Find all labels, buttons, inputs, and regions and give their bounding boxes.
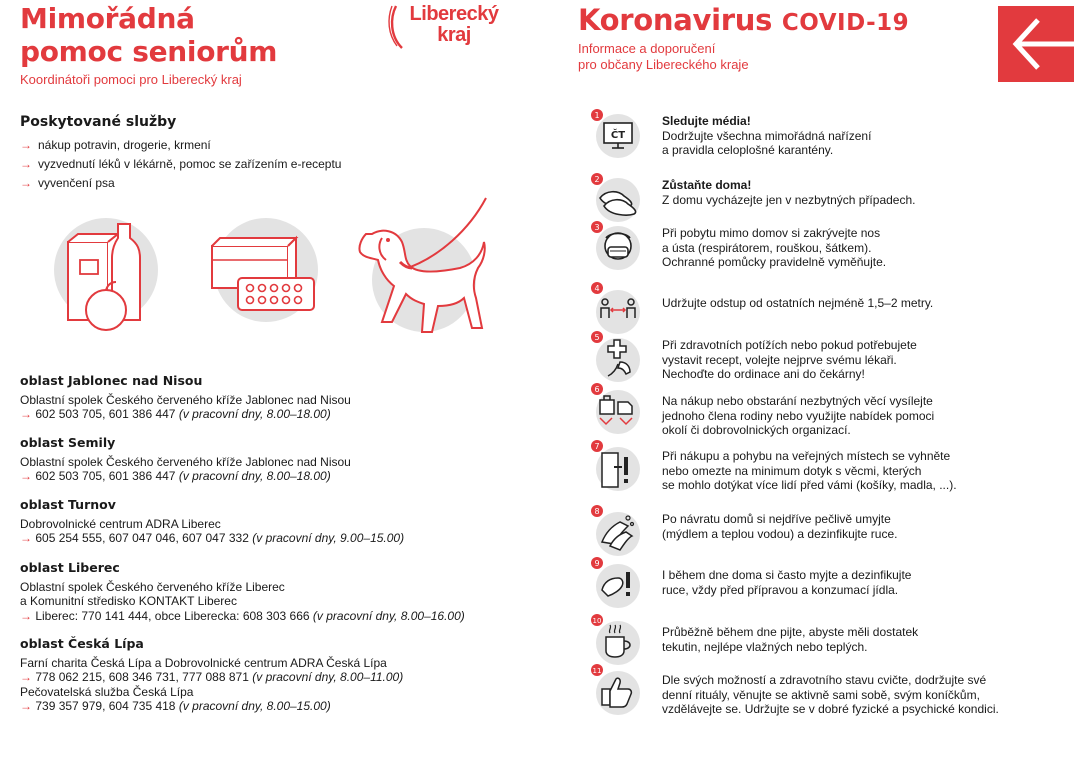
step-number: 5: [594, 333, 600, 342]
logo-text-line-2: kraj: [437, 24, 471, 46]
region-contact: [20, 531, 404, 546]
arrow-right-icon: →: [20, 699, 32, 713]
office-hours: (v pracovní dny, 8.00–11.00): [252, 670, 404, 684]
step-number: 7: [594, 442, 600, 451]
region-organization: Oblastní spolek Českého červeného kříže Jablonec nad Nisou: [20, 454, 351, 469]
arrow-right-icon: →: [20, 469, 32, 483]
arrow-right-icon: →: [20, 176, 32, 190]
office-hours: (v pracovní dny, 8.00–18.00): [178, 469, 331, 483]
region-ceska-lipa: [20, 637, 403, 714]
step-number: 8: [594, 507, 600, 516]
phone-numbers: 778 062 215, 608 346 731, 777 088 871: [35, 670, 249, 684]
tv-label: ČT: [610, 130, 626, 141]
phone-numbers: 605 254 555, 607 047 046, 607 047 332: [35, 531, 249, 545]
region-organization-2: Pečovatelská služba Česká Lípa: [20, 684, 194, 699]
thumbs-up-icon: [590, 667, 642, 719]
step-text: Zůstaňte doma! Z domu vycházejte jen v nezbytných případech.: [662, 178, 916, 207]
region-liberec: [20, 561, 465, 623]
region-contact-2: [20, 699, 403, 714]
door-handle-icon: [590, 443, 642, 495]
service-item: → vyvenčení psa: [20, 174, 341, 193]
shopping-handover-icon: [590, 385, 642, 440]
arrow-right-icon: →: [20, 531, 32, 545]
phone-numbers: 602 503 705, 601 386 447: [35, 407, 176, 421]
step-number: 11: [592, 667, 602, 675]
region-contact: [20, 609, 465, 624]
hand-warning-icon: [590, 559, 642, 614]
tv-ct-icon: [590, 108, 642, 160]
arrow-left-icon: [998, 6, 1074, 82]
step-text: Na nákup nebo obstarání nezbytných věcí vysílejte jednoho člena rodiny nebo využijte nabídek pomoci okolí či dobrovolnických organizací.: [662, 394, 935, 437]
office-hours: (v pracovní dny, 8.00–16.00): [312, 608, 465, 623]
region-contact: [20, 407, 351, 422]
region-jablonec: [20, 374, 351, 422]
senior-help-title: [20, 2, 277, 68]
arrow-right-icon: →: [20, 407, 32, 421]
back-button[interactable]: [998, 6, 1074, 82]
step-text: Sledujte média! Dodržujte všechna mimořádná nařízení a pravidla celoplošné karantény.: [662, 114, 872, 157]
step-text: Dle svých možností a zdravotního stavu cvičte, dodržujte své denní rituály, věnujte se aktivně sami sobě, svým koníčkům, vzdělávejte se. Udržujte se v dobré fyzické a psychické kondici.: [662, 673, 999, 716]
region-heading: oblast Semily: [20, 435, 116, 450]
covid-info-panel: [540, 0, 1080, 765]
step-text: Při zdravotních potížích nebo pokud potřebujete vystavit recept, volejte nejprve svému lékaři. Nechoďte do ordinace ani do čekárny!: [662, 338, 917, 381]
step-text: Průběžně během dne pijte, abyste měli dostatek tekutin, nejlépe vlažných nebo teplých.: [662, 625, 919, 654]
senior-help-subtitle: Koordinátoři pomoci pro Liberecký kraj: [20, 72, 242, 87]
step-text: Při nákupu a pohybu na veřejných místech se vyhněte nebo omezte na minimum dotyk s věcmi, kterých se mohlo dotýkat více lidí před vámi (košíky, madla, ...).: [662, 449, 957, 492]
office-hours: (v pracovní dny, 9.00–15.00): [252, 531, 405, 545]
step-number: 6: [594, 385, 600, 394]
slippers-icon: [590, 172, 642, 224]
region-organization: Oblastní spolek Českého červeného kříže Jablonec nad Nisou: [20, 392, 351, 407]
logo-text-line-1: Liberecký: [409, 3, 499, 25]
liberecky-kraj-logo: [388, 4, 508, 50]
region-contact: [20, 670, 403, 685]
office-hours: (v pracovní dny, 8.00–18.00): [178, 407, 331, 421]
step-number: 2: [594, 175, 600, 184]
arrow-right-icon: →: [20, 157, 32, 171]
dog-walking-icon: [359, 198, 486, 332]
region-heading: oblast Liberec: [20, 560, 120, 575]
service-item: → nákup potravin, drogerie, krmení: [20, 136, 341, 155]
step-number: 9: [594, 559, 600, 568]
step-text: Při pobytu mimo domov si zakrývejte nos a ústa (respirátorem, rouškou, šátkem). Ochranné pomůcky pravidelně vyměňujte.: [662, 226, 887, 269]
arrow-right-icon: →: [20, 138, 32, 152]
step-number: 3: [594, 223, 600, 232]
services-list: [20, 136, 341, 193]
step-text: Po návratu domů si nejdříve pečlivě umyjte (mýdlem a teplou vodou) a dezinfikujte ruce.: [662, 512, 898, 541]
groceries-icon: [54, 218, 158, 330]
region-organization: Farní charita Česká Lípa a Dobrovolnické centrum ADRA Česká Lípa: [20, 655, 387, 670]
region-organization: Oblastní spolek Českého červeného kříže Liberec: [20, 579, 285, 594]
service-item: → vyzvednutí léků v lékárně, pomoc se zařízením e-receptu: [20, 155, 341, 174]
step-number: 1: [594, 111, 600, 120]
region-contact: [20, 469, 351, 484]
phone-numbers: 739 357 979, 604 735 418: [35, 699, 176, 713]
medical-phone-icon: [590, 332, 642, 384]
region-turnov: [20, 498, 404, 546]
step-number: 4: [594, 284, 600, 293]
hot-drink-icon: [590, 619, 642, 671]
services-heading: Poskytované služby: [20, 114, 177, 130]
medicine-icon: [212, 218, 318, 322]
senior-help-panel: [0, 0, 540, 765]
step-text: I během dne doma si často myjte a dezinfikujte ruce, vždy před přípravou a konzumací jídla.: [662, 568, 912, 597]
title-line-1: Mimořádná: [20, 2, 195, 35]
region-heading: oblast Česká Lípa: [20, 636, 144, 651]
region-organization: Dobrovolnické centrum ADRA Liberec: [20, 516, 221, 531]
hand-wash-icon: [590, 506, 642, 558]
covid-title: Koronavirus COVID-19: [578, 3, 910, 37]
covid-subtitle: Informace a doporučení pro občany Libereckého kraje: [578, 41, 749, 72]
services-illustration: [0, 198, 540, 348]
phone-numbers: Liberec: 770 141 444, obce Liberecka: 608 303 666: [35, 608, 310, 623]
phone-numbers: 602 503 705, 601 386 447: [35, 469, 176, 483]
office-hours: (v pracovní dny, 8.00–15.00): [178, 699, 331, 713]
region-heading: oblast Jablonec nad Nisou: [20, 373, 203, 388]
step-text: Udržujte odstup od ostatních nejméně 1,5–2 metry.: [662, 296, 934, 310]
face-mask-icon: [590, 220, 642, 272]
region-organization-2: a Komunitní středisko KONTAKT Liberec: [20, 594, 237, 608]
arrow-right-icon: →: [20, 670, 32, 684]
step-number: 10: [592, 617, 602, 625]
region-heading: oblast Turnov: [20, 497, 116, 512]
title-line-2: pomoc seniorům: [20, 35, 278, 68]
arrow-right-icon: →: [20, 608, 32, 623]
region-semily: [20, 436, 351, 484]
